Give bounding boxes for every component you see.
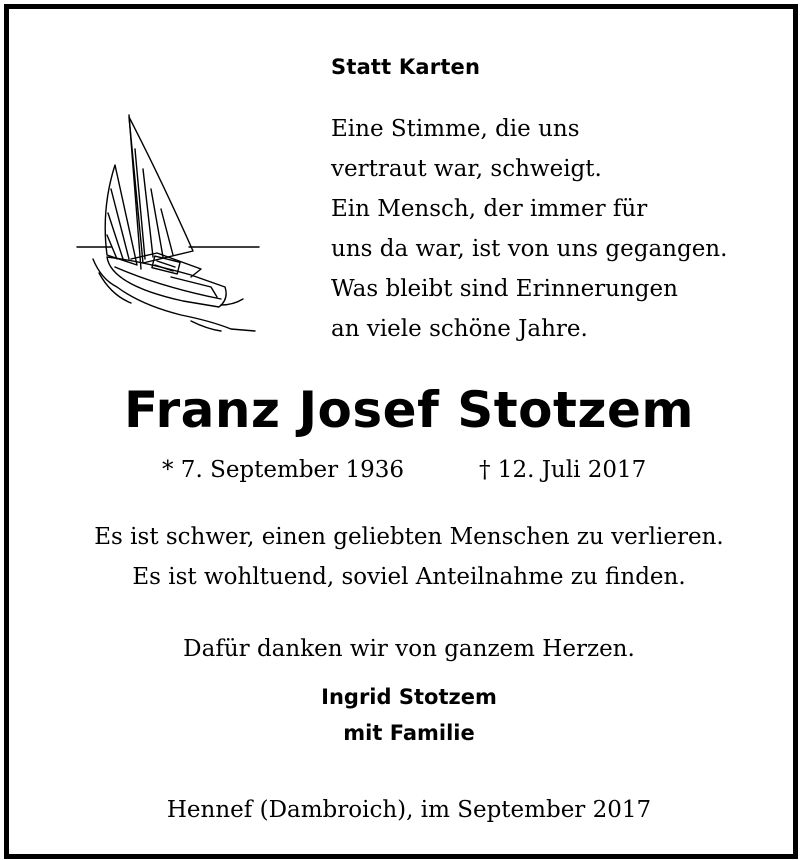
signature [9, 679, 800, 751]
birth-date: * 7. September 1936 [162, 457, 404, 483]
signature-name: Ingrid Stotzem [321, 685, 497, 709]
message-line: Es ist schwer, einen geliebten Menschen zu verlieren. [94, 524, 724, 550]
poem-line: vertraut war, schweigt. [331, 156, 602, 182]
poem-line: Eine Stimme, die uns [331, 116, 580, 142]
deceased-name: Franz Josef Stotzem [123, 381, 695, 439]
condolence-message [9, 517, 800, 597]
thanks-line: Dafür danken wir von ganzem Herzen. [183, 636, 635, 662]
message-line: Es ist wohltuend, soviel Anteilnahme zu finden. [132, 564, 686, 590]
signature-family: mit Familie [343, 721, 475, 745]
poem-line: uns da war, ist von uns gegangen. [331, 236, 728, 262]
poem-line: an viele schöne Jahre. [331, 316, 588, 342]
poem [331, 109, 771, 349]
poem-line: Ein Mensch, der immer für [331, 196, 648, 222]
sailboat-icon [71, 109, 261, 339]
death-date: † 12. Juli 2017 [479, 457, 647, 483]
notice-frame [4, 4, 798, 859]
statt-karten-heading: Statt Karten [331, 55, 481, 79]
place-date: Hennef (Dambroich), im September 2017 [166, 797, 652, 823]
poem-line: Was bleibt sind Erinnerungen [331, 276, 678, 302]
